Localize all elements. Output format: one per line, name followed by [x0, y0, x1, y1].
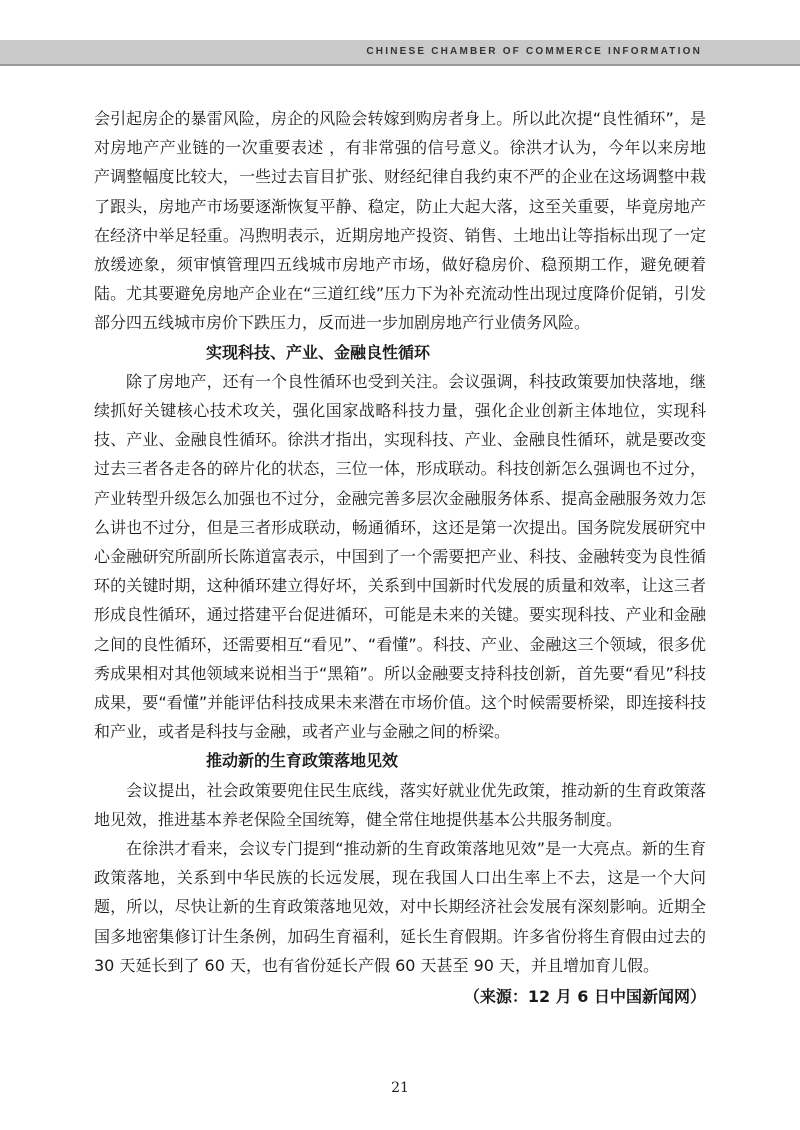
paragraph-1: 会引起房企的暴雷风险，房企的风险会转嫁到购房者身上。所以此次提“良性循环”，是对房地产产业链的一次重要表述 ，有非常强的信号意义。徐洪才认为，今年以来房地产调整幅度比较大，一些过去盲目扩张、财经纪律自我约束不严的企业在这场调整中栽了跟头，房地产市场要逐渐恢复平静、稳定，防止大起大落，这至关重要，毕竟房地产在经济中举足轻重。冯煦明表示，近期房地产投资、销售、土地出让等指标出现了一定放缓迹象，须审慎管理四五线城市房地产市场，做好稳房价、稳预期工作，避免硬着陆。尤其要避免房地产企业在“三道红线”压力下为补充流动性出现过度降价促销，引发部分四五线城市房价下跌压力，反而进一步加剧房地产行业债务风险。: [94, 109, 706, 333]
page-number: 21: [391, 1080, 409, 1096]
paragraph-3: 会议提出，社会政策要兜住民生底线，落实好就业优先政策，推动新的生育政策落地见效，推进基本养老保险全国统筹，健全常住地提供基本公共服务制度。: [94, 780, 706, 829]
paragraph-2: 除了房地产，还有一个良性循环也受到关注。会议强调，科技政策要加快落地，继续抓好关键核心技术攻关，强化国家战略科技力量，强化企业创新主体地位，实现科技、产业、金融良性循环。徐洪才指出，实现科技、产业、金融良性循环，就是要改变过去三者各走各的碎片化的状态，三位一体，形成联动。科技创新怎么强调也不过分，产业转型升级怎么加强也不过分，金融完善多层次金融服务体系、提高金融服务效力怎么讲也不过分，但是三者形成联动，畅通循环，这还是第一次提出。国务院发展研究中心金融研究所副所长陈道富表示，中国到了一个需要把产业、科技、金融转变为良性循环的关键时期，这种循环建立得好坏，关系到中国新时代发展的质量和效率，让这三者形成良性循环，通过搭建平台促进循环，可能是未来的关键。要实现科技、产业和金融之间的良性循环，还需要相互“看见”、“看懂”。科技、产业、金融这三个领域，很多优秀成果相对其他领域来说相当于“黑箱”。所以金融要支持科技创新，首先要“看见”科技成果，要“看懂”并能评估科技成果未来潜在市场价值。这个时候需要桥梁，即连接科技和产业，或者是科技与金融，或者产业与金融之间的桥梁。: [94, 371, 706, 742]
article-body: [94, 104, 706, 1011]
paragraph-4: 在徐洪才看来，会议专门提到“推动新的生育政策落地见效”是一大亮点。新的生育政策落地，关系到中华民族的长远发展，现在我国人口出生率上不去，这是一个大问题，所以，尽快让新的生育政策落地见效，对中长期经济社会发展有深刻影响。近期全国多地密集修订计生条例，加码生育福利，延长生育假期。许多省份将生育假由过去的 30 天延长到了 60 天，也有省份延长产假 60 天甚至 90 天，并且增加育儿假。: [94, 839, 706, 975]
publication-title: CHINESE CHAMBER OF COMMERCE INFORMATION: [366, 46, 702, 57]
section-heading-1: 实现科技、产业、金融良性循环: [206, 342, 431, 362]
section-heading-2: 推动新的生育政策落地见效: [206, 751, 399, 771]
source-citation: （来源：12 月 6 日中国新闻网）: [463, 987, 706, 1007]
header-divider: [0, 64, 800, 66]
